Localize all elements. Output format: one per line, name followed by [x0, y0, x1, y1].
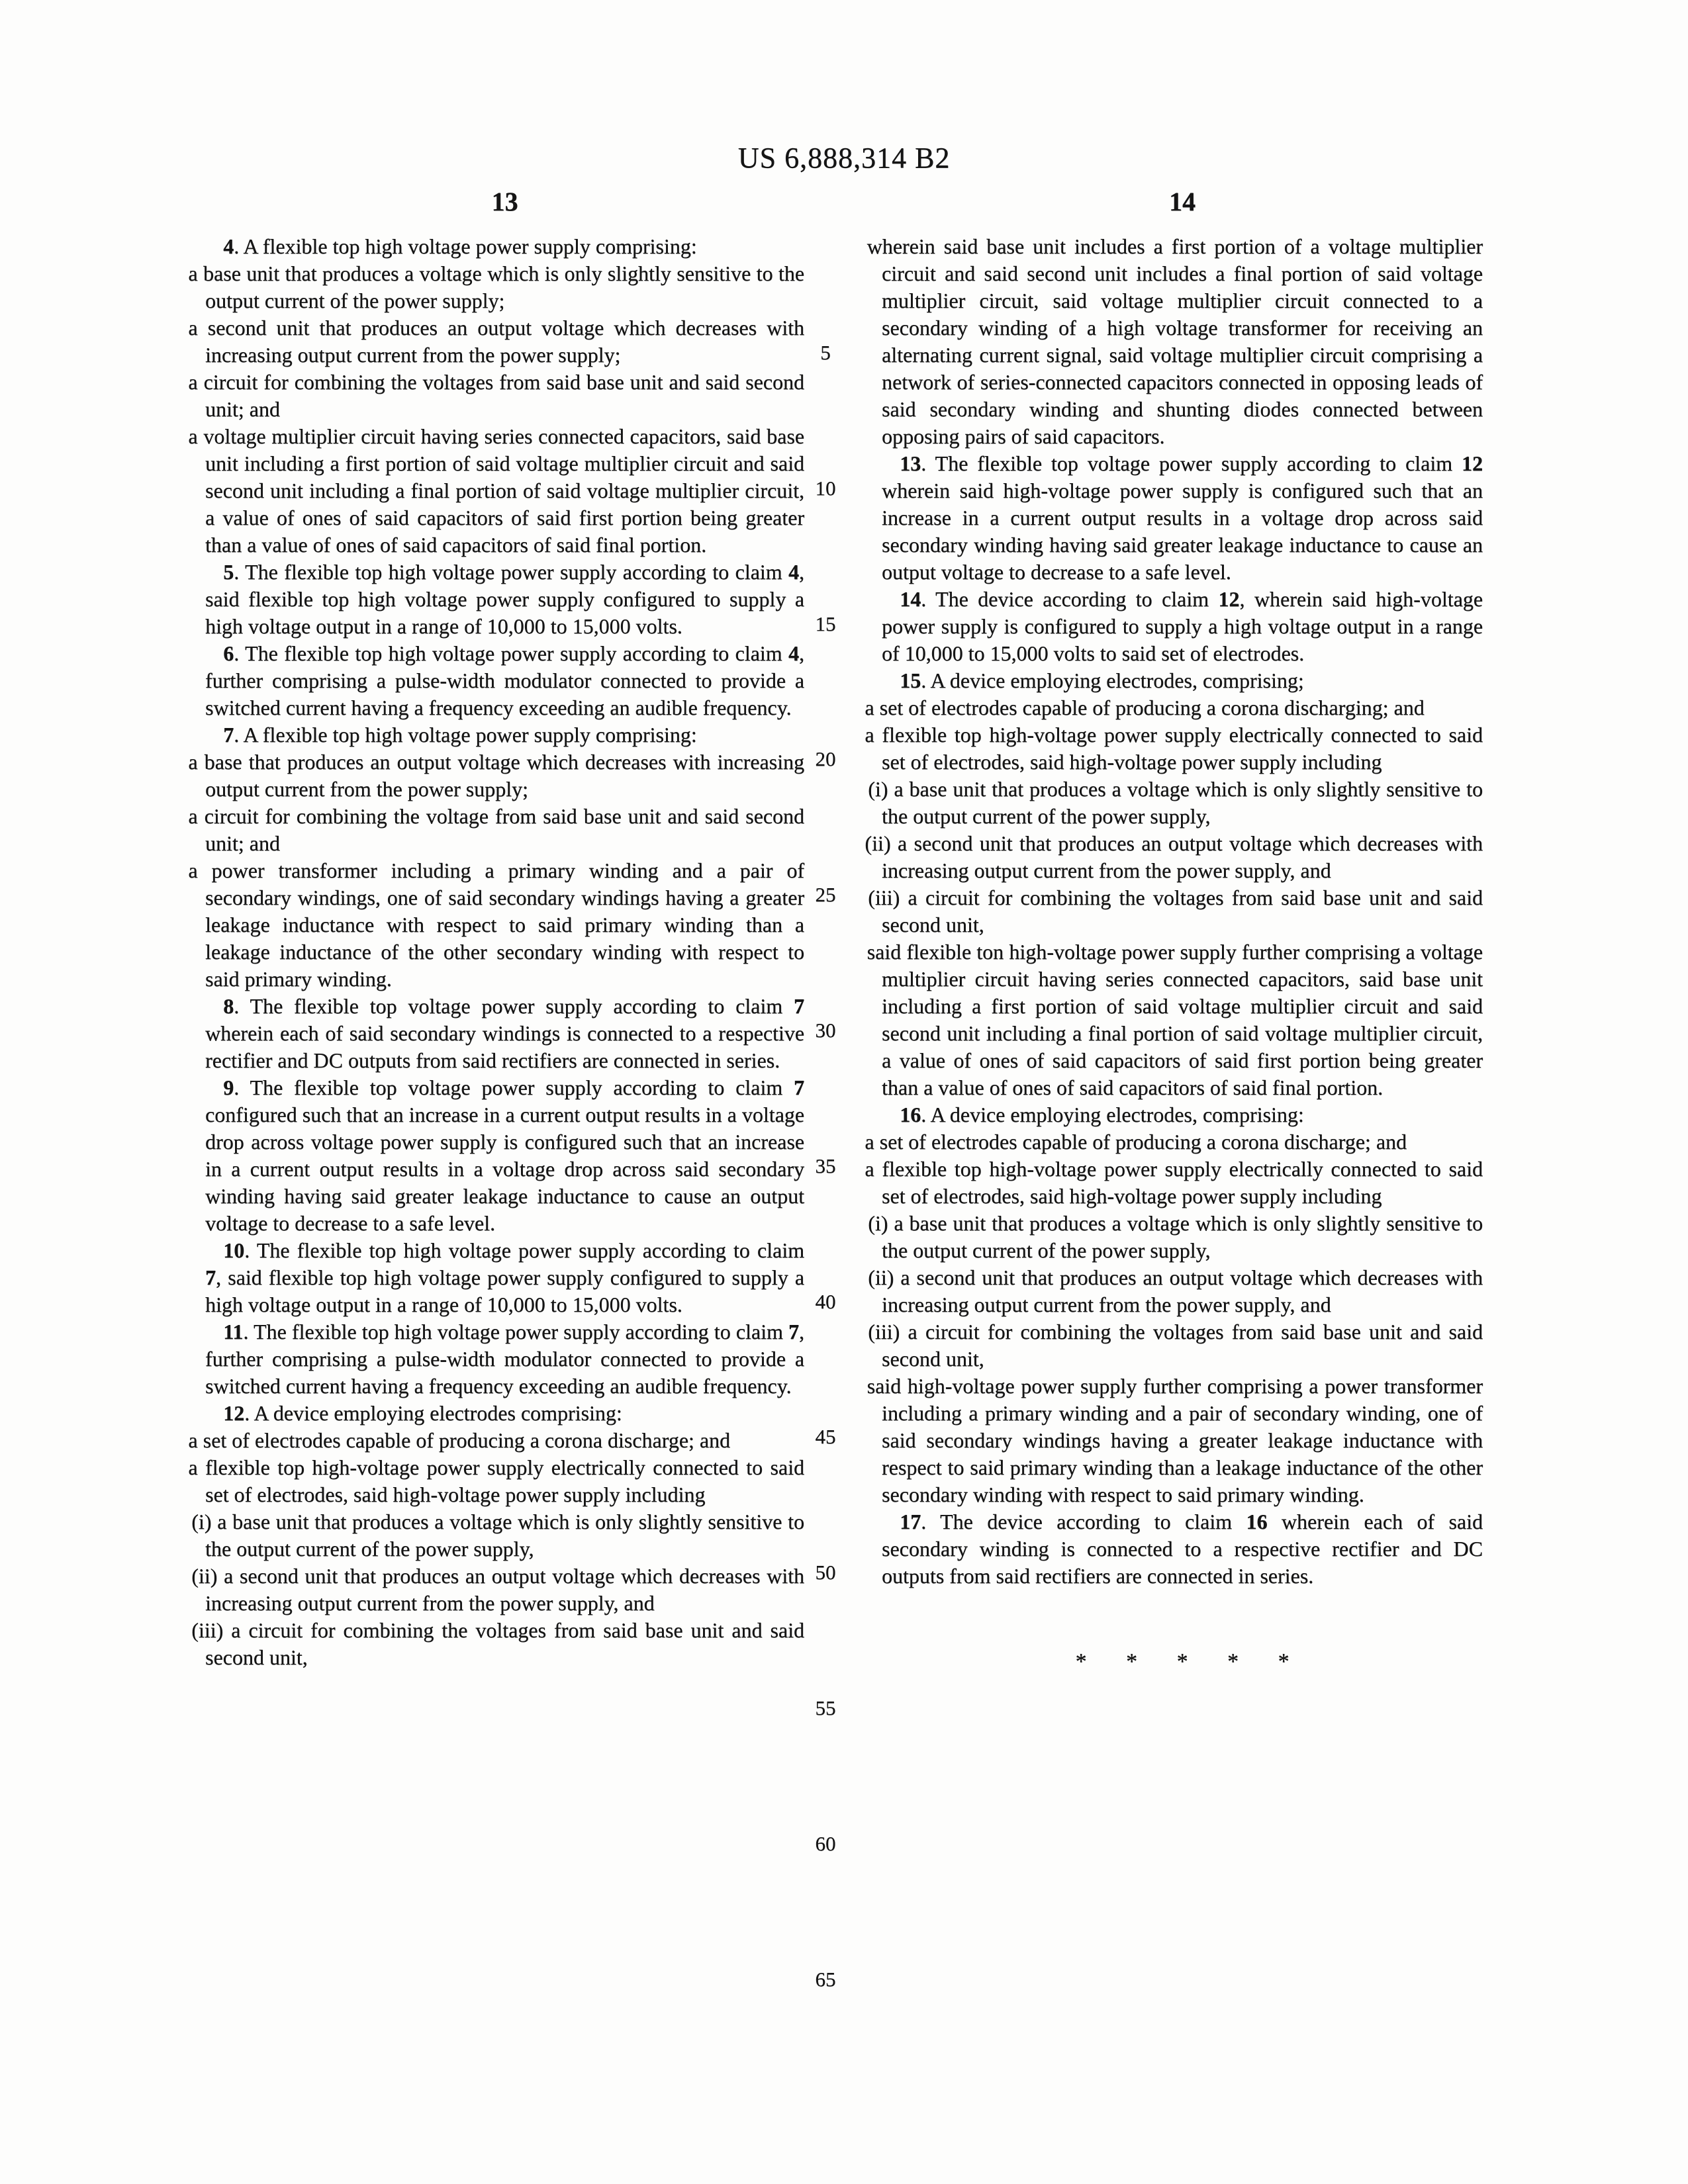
line-number-45: 45: [815, 1425, 836, 1448]
claims-column-right: [865, 233, 1483, 1675]
patent-number-header: US 6,888,314 B2: [737, 142, 951, 174]
column-number-14: 14: [1169, 187, 1196, 216]
claim-14: 14. The device according to claim 12, wherein said high-voltage power supply is configured to supply a high voltage output in a range of 10,000 to 15,000 volts to said set of electrodes.: [882, 587, 1483, 665]
claim-15-element-b: a flexible top high-voltage power supply electrically connected to said set of electrodes, said high-voltage power supply including: [865, 723, 1483, 774]
claim-7-element-b: a circuit for combining the voltage from said base unit and said second unit; and: [188, 804, 804, 855]
claims-column-left: [188, 233, 804, 1671]
claim-number-reference: 11: [223, 1320, 244, 1343]
claim-number-reference: 7: [794, 1075, 804, 1099]
claim-7-element-c: a power transformer including a primary winding and a pair of secondary windings, one of said secondary windings having a greater leakage inductance with respect to said primary winding than a leakage inductance of the other secondary winding with respect to said primary winding.: [188, 858, 804, 991]
claim-16-said-supply: said high-voltage power supply further comprising a power transformer including a primary winding and a pair of secondary winding, one of said secondary windings having a greater leakage inductance with respect to said primary winding than a leakage inductance of the other secondary winding with respect to said primary winding.: [867, 1374, 1483, 1506]
claim-12-element-b: a flexible top high-voltage power supply electrically connected to said set of electrodes, said high-voltage power supply including: [188, 1455, 804, 1506]
claim-number-reference: 10: [223, 1238, 245, 1262]
claim-number-reference: 12: [1462, 451, 1483, 475]
claim-7-element-a: a base that produces an output voltage which decreases with increasing output current from the power supply;: [188, 750, 804, 801]
claim-number-reference: 4: [223, 234, 234, 258]
line-number-35: 35: [815, 1154, 836, 1177]
claim-number-reference: 9: [223, 1075, 234, 1099]
claim-12-element-a: a set of electrodes capable of producing a corona discharge; and: [188, 1428, 731, 1452]
claim-16-element-a: a set of electrodes capable of producing a corona discharge; and: [865, 1130, 1407, 1154]
claim-16-preamble: 16. A device employing electrodes, comprising:: [900, 1103, 1304, 1126]
claim-number-reference: 5: [223, 560, 234, 584]
claim-17: 17. The device according to claim 16 wherein each of said secondary winding is connected to a respective rectifier and DC outputs from said rectifiers are connected in series.: [882, 1510, 1483, 1588]
claim-15-element-a: a set of electrodes capable of producing a corona discharging; and: [865, 696, 1425, 719]
line-number-5: 5: [820, 341, 831, 364]
claim-15-preamble: 15. A device employing electrodes, comprising;: [900, 668, 1304, 692]
claim-number-reference: 7: [788, 1320, 799, 1343]
claim-number-reference: 8: [223, 994, 234, 1018]
claim-number-reference: 16: [1246, 1510, 1268, 1533]
claim-16-item-iii: (iii) a circuit for combining the voltages from said base unit and said second unit,: [868, 1320, 1483, 1371]
claim-12-preamble: 12. A device employing electrodes comprising:: [223, 1401, 622, 1425]
claim-15-item-iii: (iii) a circuit for combining the voltages from said base unit and said second unit,: [868, 886, 1483, 936]
claim-12-item-ii: (ii) a second unit that produces an output voltage which decreases with increasing output current from the power supply, and: [191, 1564, 804, 1615]
claim-15-item-ii: (ii) a second unit that produces an output voltage which decreases with increasing output current from the power supply, and: [865, 831, 1483, 882]
claim-12-item-i: (i) a base unit that produces a voltage which is only slightly sensitive to the output current of the power supply,: [191, 1510, 804, 1561]
claim-4-element-b: a second unit that produces an output voltage which decreases with increasing output current from the power supply;: [188, 316, 804, 367]
claim-number-reference: 7: [205, 1265, 216, 1289]
line-number-65: 65: [815, 1968, 836, 1991]
column-number-13: 13: [491, 187, 518, 216]
claim-number-reference: 12: [1218, 587, 1240, 611]
claim-8: 8. The flexible top voltage power supply according to claim 7 wherein each of said secondary windings is connected to a respective rectifier and DC outputs from said rectifiers are connected in series.: [205, 994, 804, 1072]
line-number-25: 25: [815, 883, 836, 906]
claim-number-reference: 13: [900, 451, 921, 475]
claim-15-said-flexible: said flexible ton high-voltage power supply further comprising a voltage multiplier circuit having series connected capacitors, said base unit including a first portion of said voltage multiplier circuit and said second unit including a final portion of said voltage multiplier circuit, a value of ones of said capacitors of said first portion being greater than a value of ones of said capacitors of said final portion.: [867, 940, 1483, 1099]
claim-number-reference: 16: [900, 1103, 921, 1126]
claim-number-reference: 12: [223, 1401, 245, 1425]
end-of-claims-marker: * * * * *: [1075, 1649, 1289, 1674]
claim-13: 13. The flexible top voltage power supply according to claim 12 wherein said high-voltage power supply is configured such that an increase in a current output results in a voltage drop across said secondary winding having said greater leakage inductance to cause an output voltage to decrease to a safe level.: [882, 451, 1483, 584]
line-number-50: 50: [815, 1561, 836, 1584]
claim-12-item-iii: (iii) a circuit for combining the voltages from said base unit and said second unit,: [191, 1618, 804, 1669]
claim-4-element-c: a circuit for combining the voltages from said base unit and said second unit; and: [188, 370, 804, 421]
claim-4-element-a: a base unit that produces a voltage which is only slightly sensitive to the output current of the power supply;: [188, 261, 804, 312]
claim-number-reference: 4: [788, 560, 799, 584]
claim-4-element-d: a voltage multiplier circuit having series connected capacitors, said base unit including a first portion of said voltage multiplier circuit and said second unit including a final portion of said voltage multiplier circuit, a value of ones of said capacitors of said first portion being greater than a value of ones of said capacitors of said final portion.: [188, 424, 804, 557]
claim-12-wherein: wherein said base unit includes a first portion of a voltage multiplier circuit and said second unit includes a final portion of said voltage multiplier circuit, said voltage multiplier circuit connected to a secondary winding of a high voltage transformer for receiving an alternating current signal, said voltage multiplier circuit comprising a network of series-connected capacitors connected in opposing leads of said secondary winding and shunting diodes connected between opposing pairs of said capacitors.: [867, 234, 1483, 448]
claim-16-item-ii: (ii) a second unit that produces an output voltage which decreases with increasing output current from the power supply, and: [868, 1265, 1483, 1316]
claim-5: 5. The flexible top high voltage power supply according to claim 4, said flexible top high voltage power supply configured to supply a high voltage output in a range of 10,000 to 15,000 volts.: [205, 560, 804, 638]
claim-11: 11. The flexible top high voltage power supply according to claim 7, further comprising a pulse-width modulator connected to provide a switched current having a frequency exceeding an audible frequency.: [205, 1320, 804, 1398]
claim-16-item-i: (i) a base unit that produces a voltage which is only slightly sensitive to the output current of the power supply,: [868, 1211, 1483, 1262]
claim-number-reference: 15: [900, 668, 921, 692]
claim-15-item-i: (i) a base unit that produces a voltage which is only slightly sensitive to the output current of the power supply,: [868, 777, 1483, 828]
claim-number-reference: 6: [223, 641, 234, 665]
claim-7-preamble: 7. A flexible top high voltage power supply comprising:: [223, 723, 697, 747]
claim-6: 6. The flexible top high voltage power supply according to claim 4, further comprising a pulse-width modulator connected to provide a switched current having a frequency exceeding an audible frequency.: [205, 641, 804, 719]
claim-number-reference: 17: [900, 1510, 921, 1533]
line-number-10: 10: [815, 477, 836, 500]
claim-4-preamble: 4. A flexible top high voltage power supply comprising:: [223, 234, 697, 258]
claim-number-reference: 7: [223, 723, 234, 747]
claim-number-reference: 14: [900, 587, 921, 611]
claim-9: 9. The flexible top voltage power supply according to claim 7 configured such that an increase in a current output results in a voltage drop across voltage power supply is configured such that an increase in a current output results in a voltage drop across said secondary winding having said greater leakage inductance to cause an output voltage to decrease to a safe level.: [205, 1075, 804, 1235]
line-number-40: 40: [815, 1290, 836, 1313]
line-number-20: 20: [815, 747, 836, 770]
line-number-60: 60: [815, 1832, 836, 1855]
line-number-55: 55: [815, 1696, 836, 1719]
line-number-30: 30: [815, 1019, 836, 1042]
claim-10: 10. The flexible top high voltage power supply according to claim 7, said flexible top high voltage power supply configured to supply a high voltage output in a range of 10,000 to 15,000 volts.: [205, 1238, 804, 1316]
line-number-15: 15: [815, 612, 836, 635]
claim-number-reference: 4: [788, 641, 799, 665]
claim-16-element-b: a flexible top high-voltage power supply electrically connected to said set of electrodes, said high-voltage power supply including: [865, 1157, 1483, 1208]
claim-number-reference: 7: [794, 994, 804, 1018]
